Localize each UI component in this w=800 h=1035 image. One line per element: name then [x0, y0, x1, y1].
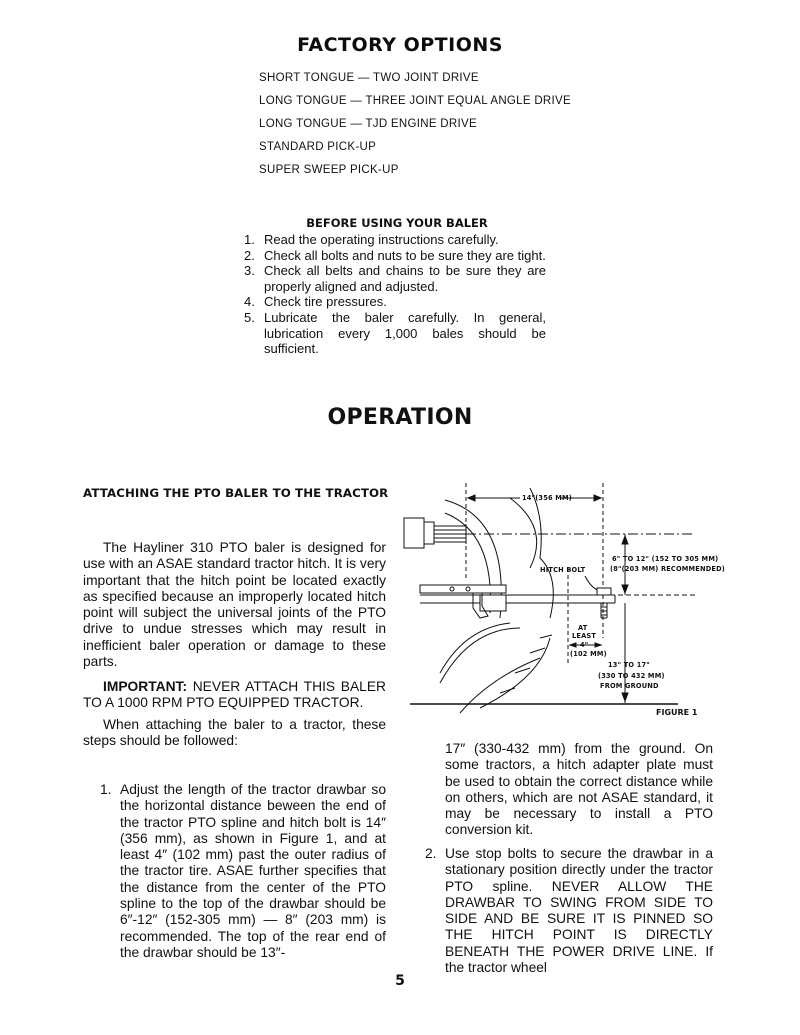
step-number: 1. — [100, 782, 112, 797]
option-item: LONG TONGUE — THREE JOINT EQUAL ANGLE DRIVE — [259, 95, 571, 107]
at-least-label-4: (102 MM) — [570, 650, 607, 658]
before-using-list — [244, 232, 546, 357]
item-number: 5. — [244, 309, 255, 325]
dim-vertical-label-1: 6" TO 12" (152 TO 305 MM) — [612, 555, 719, 563]
item-text: Check tire pressures. — [264, 294, 387, 310]
ground-label-2: (330 TO 432 MM) — [598, 672, 665, 680]
checklist-item — [244, 248, 546, 264]
at-least-label-1: AT — [578, 624, 588, 632]
step-2 — [425, 846, 713, 976]
steps-intro — [83, 717, 386, 750]
step-text: Adjust the length of the tractor drawbar so the horizontal distance beween the end of the tractor PTO spline and hitch bolt is 14″ (356 mm), as shown in Figure 1, and at least 4″ (102 mm) past the outer radius of the tractor tire. ASAE further specifies that the distance from the center of the PTO spline to the top of the drawbar should be 6″-12″ (152-305 mm) — 8″ (203 mm) is recommended. The top of the rear end of the drawbar should be 13″- — [120, 782, 386, 960]
ground-label-1: 13" TO 17" — [608, 661, 650, 669]
factory-options-title: FACTORY OPTIONS — [297, 34, 503, 56]
pto-shaft-icon — [404, 518, 466, 548]
item-text: Check all bolts and nuts to be sure they are tight. — [264, 247, 546, 263]
checklist-item — [244, 232, 546, 248]
step-number: 2. — [425, 846, 437, 861]
important-label: IMPORTANT: — [103, 679, 188, 694]
at-least-label-2: LEAST — [572, 632, 597, 640]
item-number: 3. — [244, 263, 255, 279]
intro-text: The Hayliner 310 PTO baler is designed for use with an ASAE standard tractor hitch. It is very important that the hitch point be located exactly as specified because an improperly located hitch point will subject the universal joints of the PTO drive to undue stresses which may result in inefficient baler operation or damage to these parts. — [83, 540, 386, 670]
checklist-item — [244, 294, 546, 310]
item-number: 2. — [244, 247, 255, 263]
checklist-item — [244, 263, 546, 294]
dim-vertical-label-2: (8"(203 MM) RECOMMENDED) — [610, 565, 725, 573]
important-text: NEVER ATTACH THIS BALER TO A 1000 RPM PTO EQUIPPED TRACTOR. — [83, 679, 386, 711]
option-item: STANDARD PICK-UP — [259, 141, 377, 153]
important-paragraph — [83, 679, 386, 712]
operation-title: OPERATION — [327, 405, 473, 430]
step-1 — [100, 782, 386, 961]
item-text: Check all belts and chains to be sure they are properly aligned and adjusted. — [264, 263, 546, 294]
hitch-bolt-label: HITCH BOLT — [540, 566, 586, 574]
figure-1-diagram — [400, 478, 730, 723]
factory-options-list — [259, 70, 571, 185]
checklist-item — [244, 310, 546, 357]
section-heading: ATTACHING THE PTO BALER TO THE TRACTOR — [83, 486, 389, 500]
intro-paragraph — [83, 540, 386, 670]
drawbar-icon — [420, 585, 615, 618]
item-text: Lubricate the baler carefully. In general, lubrication every 1,000 bales should be sufficient. — [264, 309, 546, 357]
hitch-bolt-icon — [585, 576, 611, 618]
step-1-continued — [445, 741, 713, 839]
item-text: Read the operating instructions carefully. — [264, 232, 499, 247]
item-number: 4. — [244, 294, 255, 310]
option-item: LONG TONGUE — TJD ENGINE DRIVE — [259, 118, 477, 130]
at-least-label-3: 4" — [580, 641, 589, 649]
steps-intro-text: When attaching the baler to a tractor, these steps should be followed: — [83, 717, 386, 749]
dim-horizontal-label: 14"(356 MM) — [522, 494, 573, 502]
ground-label-3: FROM GROUND — [600, 682, 659, 690]
step-text: Use stop bolts to secure the drawbar in a stationary position directly under the tractor PTO spline. NEVER ALLOW THE DRAWBAR TO SWING FROM SIDE TO SIDE AND BE SURE IT IS PINNED SO THE HITCH POINT IS DIRECTLY BENEATH THE POWER DRIVE LINE. If the tractor wheel — [445, 846, 713, 976]
page-number: 5 — [395, 973, 405, 989]
option-item: SUPER SWEEP PICK-UP — [259, 164, 399, 176]
before-using-title: BEFORE USING YOUR BALER — [306, 216, 488, 230]
option-item: SHORT TONGUE — TWO JOINT DRIVE — [259, 72, 479, 84]
item-number: 1. — [244, 232, 255, 247]
step-text-continued: 17″ (330-432 mm) from the ground. On some tractors, a hitch adapter plate must be used to obtain the correct distance while on others, which are not ASAE standard, it may be necessary to install a PTO conversion kit. — [445, 741, 713, 838]
figure-caption: FIGURE 1 — [656, 708, 698, 717]
